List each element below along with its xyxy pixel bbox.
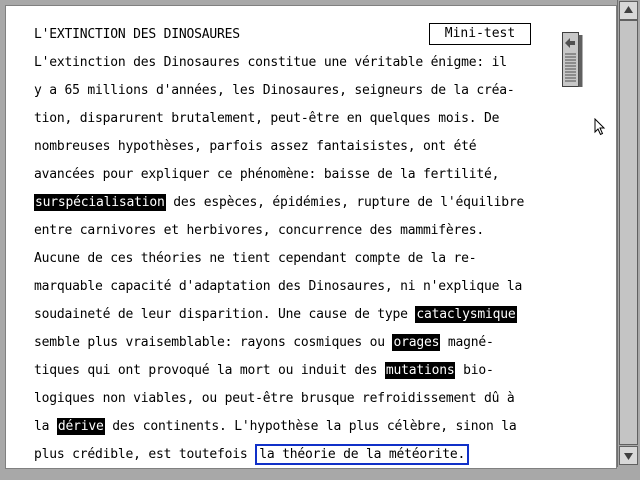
text-segment: magné-	[440, 335, 494, 350]
glossary-term-link[interactable]: orages	[393, 335, 440, 350]
text-line	[34, 249, 554, 277]
article-body	[34, 53, 554, 473]
text-line	[34, 137, 554, 165]
glossary-term-link[interactable]: mutations	[385, 363, 455, 378]
scroll-up-button[interactable]	[619, 1, 638, 20]
text-line	[34, 333, 554, 361]
meteorite-theory-link[interactable]: la théorie de la météorite.	[255, 444, 469, 465]
text-segment: des continents. L'hypothèse la plus célèbre, sinon la	[104, 419, 517, 434]
text-segment: marquable capacité d'adaptation des Dinosaures, ni n'explique la	[34, 279, 523, 294]
back-button[interactable]	[562, 32, 583, 87]
glossary-term-link[interactable]: surspécialisation	[35, 195, 165, 210]
text-line	[34, 81, 554, 109]
text-line	[34, 305, 554, 333]
text-line	[34, 193, 554, 221]
text-segment: L'extinction des Dinosaures constitue une véritable énigme: il	[34, 55, 507, 70]
text-segment: soudaineté de leur disparition. Une cause de type	[34, 307, 416, 322]
arrow-left-icon	[562, 32, 583, 87]
mouse-pointer-icon	[594, 118, 606, 136]
scrollbar-thumb[interactable]	[619, 20, 638, 445]
text-segment: logiques non viables, ou peut-être brusque refroidissement dû à	[34, 391, 515, 406]
text-line	[34, 109, 554, 137]
text-segment: bio-	[455, 363, 494, 378]
text-segment: des espèces, épidémies, rupture de l'équilibre	[165, 195, 525, 210]
text-segment: Aucune de ces théories ne tient cependant compte de la re-	[34, 251, 477, 266]
vertical-scrollbar[interactable]	[617, 0, 639, 467]
text-segment: avancées pour expliquer ce phénomène: baisse de la fertilité,	[34, 167, 500, 182]
text-segment: semble plus vraisemblable: rayons cosmiques ou	[34, 335, 393, 350]
text-segment: la	[34, 419, 57, 434]
text-line	[34, 277, 554, 305]
text-segment: tiques qui ont provoqué la mort ou induit des	[34, 363, 385, 378]
text-line	[34, 221, 554, 249]
document-window	[5, 5, 617, 469]
text-line	[34, 445, 554, 473]
text-line	[34, 389, 554, 417]
scroll-down-button[interactable]	[619, 446, 638, 465]
mini-test-button[interactable]: Mini-test	[429, 23, 531, 45]
text-segment: tion, disparurent brutalement, peut-être en quelques mois. De	[34, 111, 500, 126]
text-segment: y a 65 millions d'années, les Dinosaures, seigneurs de la créa-	[34, 83, 515, 98]
text-segment: nombreuses hypothèses, parfois assez fantaisistes, ont été	[34, 139, 477, 154]
text-line	[34, 361, 554, 389]
glossary-term-link[interactable]: dérive	[57, 419, 104, 434]
text-line	[34, 53, 554, 81]
text-segment: plus crédible, est toutefois	[34, 447, 256, 462]
page-title: L'EXTINCTION DES DINOSAURES	[34, 27, 240, 42]
glossary-term-link[interactable]: cataclysmique	[416, 307, 516, 322]
text-line	[34, 417, 554, 445]
triangle-up-icon	[620, 2, 637, 19]
text-line	[34, 165, 554, 193]
triangle-down-icon	[620, 447, 637, 464]
text-segment: entre carnivores et herbivores, concurrence des mammifères.	[34, 223, 484, 238]
